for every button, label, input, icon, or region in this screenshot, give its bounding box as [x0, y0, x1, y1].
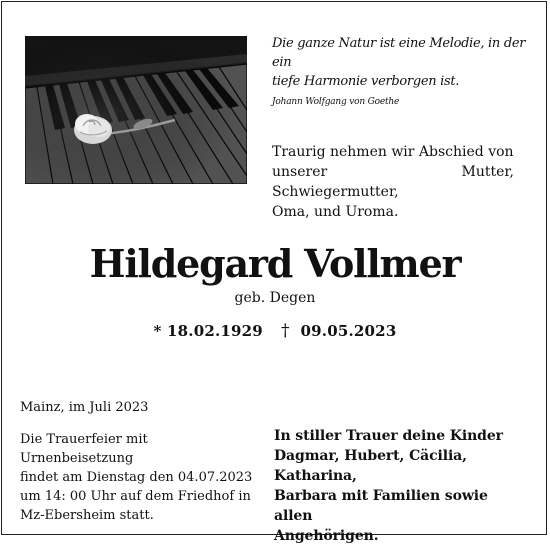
intro-line: unserer Mutter, Schwiegermutter, — [272, 164, 514, 200]
quote-text — [272, 34, 527, 91]
service-line: Die Trauerfeier mit Urnenbeisetzung — [20, 432, 148, 466]
family-line: In stiller Trauer deine Kinder — [274, 428, 503, 444]
quote-line: tiefe Harmonie verborgen ist. — [272, 74, 460, 89]
obituary-notice — [1, 1, 547, 544]
service-line: findet am Dienstag den 04.07.2023 — [20, 470, 253, 485]
intro-line: Traurig nehmen wir Abschied von — [272, 144, 514, 160]
intro-line: Oma, und Uroma. — [272, 204, 399, 220]
quote-line: Die ganze Natur ist eine Melodie, in der ein — [272, 36, 526, 70]
cross-icon: † — [280, 321, 290, 341]
family-line: Dagmar, Hubert, Cäcilia, Katharina, — [274, 448, 467, 484]
life-dates — [2, 321, 548, 341]
quote-author: Johann Wolfgang von Goethe — [272, 97, 400, 107]
funeral-service-info — [20, 430, 258, 525]
farewell-intro — [272, 142, 514, 222]
rose-piano-image — [25, 36, 247, 184]
family-line: Angehörigen. — [274, 528, 379, 544]
mourners-list — [274, 426, 520, 546]
service-line: Mz-Ebersheim statt. — [20, 508, 154, 523]
place-and-date: Mainz, im Juli 2023 — [20, 400, 149, 415]
birth-date: * 18.02.1929 — [153, 322, 263, 340]
rose-on-piano-photo — [25, 36, 247, 184]
deceased-name: Hildegard Vollmer — [89, 241, 461, 286]
family-line: Barbara mit Familien sowie allen — [274, 488, 488, 524]
death-date: 09.05.2023 — [300, 322, 397, 340]
service-line: um 14: 00 Uhr auf dem Friedhof in — [20, 489, 251, 504]
maiden-name: geb. Degen — [234, 290, 316, 306]
